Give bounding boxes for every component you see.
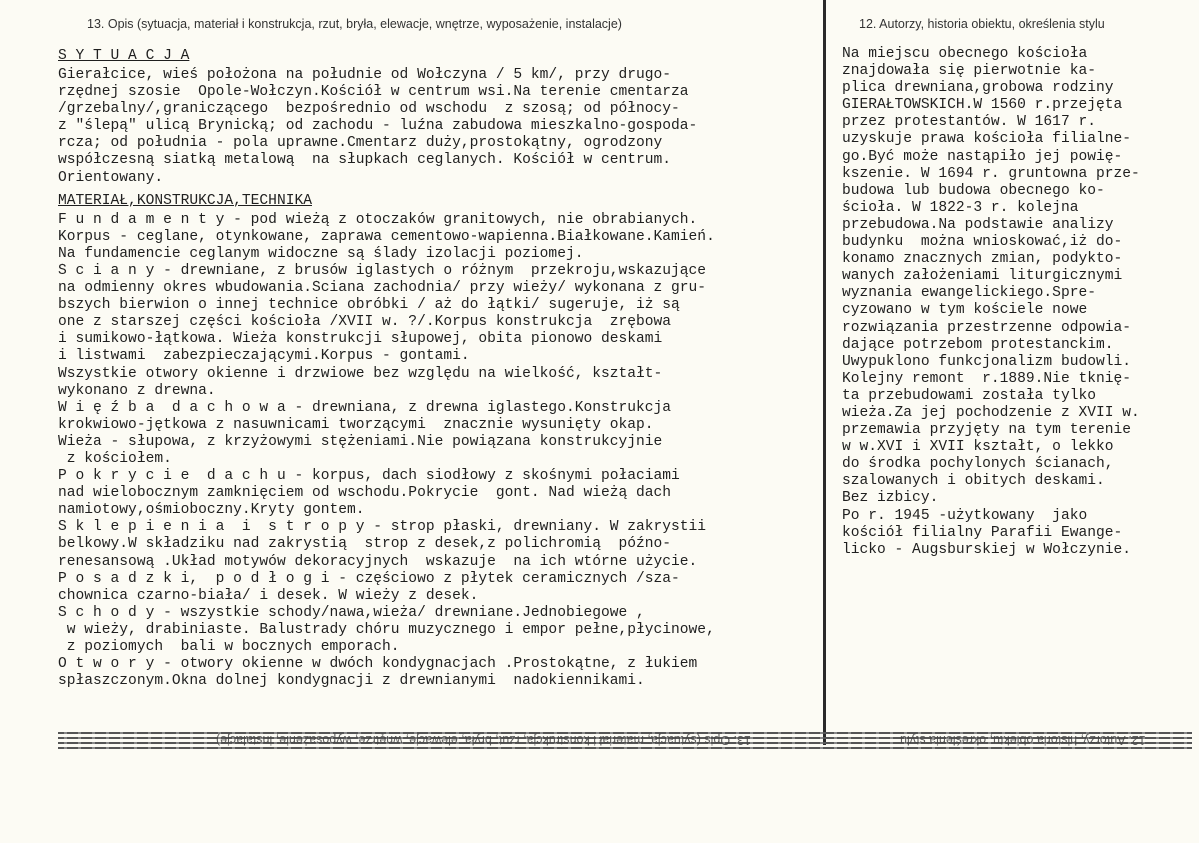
text-line: Bez izbicy. [842, 490, 939, 507]
text-line: S k l e p i e n i a i s t r o p y - strop płaski, drewniany. W zakrystii [58, 519, 707, 536]
material-text [58, 212, 818, 691]
situation-heading: S Y T U A C J A [58, 48, 190, 64]
text-line: ta przebudowami została tylko [842, 387, 1096, 404]
text-line: i sumikowo-łątkowa. Wieża konstrukcji słupowej, obita pionowo deskami [58, 331, 663, 348]
text-line: W i ę ź b a d a c h o w a - drewniana, z drewna iglastego.Konstrukcja [58, 399, 672, 416]
text-line: rozwiązania przestrzenne odpowia- [842, 319, 1132, 336]
text-line: na odmienny okres wbudowania.Ściana zachodnia/ przy wieży/ wykonana z gru- [58, 280, 707, 297]
text-line: Ś c i a n y - drewniane, z brusów iglastych o różnym przekroju,wskazujące [58, 262, 707, 279]
text-line: one z starszej części kościoła /XVII w. ?/.Korpus konstrukcja zrębowa [58, 314, 672, 331]
text-line: plica drewniana,grobowa rodziny [842, 80, 1114, 97]
history-text [842, 46, 1192, 559]
text-line: nad wielobocznym zamknięciem od wschodu.Pokrycie gont. Nad wieżą dach [58, 485, 672, 502]
text-line: Kolejny remont r.1889.Nie tknię- [842, 370, 1132, 387]
text-line: spłaszczonym.Okna dolnej kondygnacji z drewnianymi nadokiennikami. [58, 673, 645, 690]
text-line: z kościołem. [58, 450, 172, 467]
text-line: wanych założeniami liturgicznymi [842, 268, 1123, 285]
text-line: F u n d a m e n t y - pod wieżą z otoczaków granitowych, nie obrabianych. [58, 211, 698, 228]
text-line: uzyskuje prawa kościoła filialne- [842, 131, 1132, 148]
text-line: Wszystkie otwory okienne i drzwiowe bez względu na wielkość, kształt- [58, 365, 663, 382]
text-line: budowa lub budowa obecnego ko- [842, 182, 1105, 199]
text-line: renesansową .Układ motywów dekoracyjnych wskazuje na ich wtórne użycie. [58, 553, 698, 570]
text-line: przemawia przyjęty na tym terenie [842, 422, 1132, 439]
text-line: chownica czarno-biała/ i desek. W wieży z desek. [58, 587, 479, 604]
text-line: O t w o r y - otwory okienne w dwóch kondygnacjach .Prostokątne, z łukiem [58, 656, 698, 673]
text-line: cyzowano w tym kościele nowe [842, 302, 1088, 319]
text-line: GIERAŁTOWSKICH.W 1560 r.przejęta [842, 97, 1123, 114]
text-line: rcza; od południa - pola uprawne.Cmentarz duży,prostokątny, ogrodzony [58, 135, 663, 152]
section-13-header: 13. Opis (sytuacja, materiał i konstrukcja, rzut, bryła, elewacje, wnętrze, wyposażenie, instalacje) [87, 17, 622, 31]
text-line: wykonano z drewna. [58, 382, 216, 399]
text-line: namiotowy,ośmioboczny.Kryty gontem. [58, 502, 365, 519]
text-line: S c h o d y - wszystkie schody/nawa,wieża/ drewniane.Jednobiegowe , [58, 604, 645, 621]
column-divider [823, 0, 826, 745]
text-line: przebudowa.Na podstawie analizy [842, 216, 1114, 233]
text-line: i listwami zabezpieczającymi.Korpus - gontami. [58, 348, 470, 365]
text-line: w w.XVI i XVII kształt, o lekko [842, 439, 1114, 456]
text-line: licko - Augsburskiej w Wołczynie. [842, 541, 1132, 558]
text-line: Gierałcice, wieś położona na południe od Wołczyna / 5 km/, przy drugo- [58, 67, 672, 83]
text-line: P o s a d z k i, p o d ł o g i - częściowo z płytek ceramicznych /sza- [58, 570, 680, 587]
section-12-header: 12. Autorzy, historia obiektu, określenia stylu [859, 17, 1105, 31]
text-line: Korpus - ceglane, otynkowane, zaprawa cementowo-wapienna.Białkowane.Kamień. [58, 228, 715, 245]
text-line: przez protestantów. W 1617 r. [842, 114, 1096, 131]
text-line: do środka pochylonych ścianach, [842, 456, 1114, 473]
text-line: wyznania ewangelickiego.Spre- [842, 285, 1096, 302]
text-line: dające potrzebom protestanckim. [842, 336, 1114, 353]
text-line: Na fundamencie ceglanym widoczne są ślady izolacji poziomej. [58, 245, 584, 262]
text-line: krokwiowo-jętkowa z nasuwnicami tworzącymi znacznie wysunięty okap. [58, 416, 654, 433]
text-line: z poziomych bali w bocznych emporach. [58, 639, 400, 655]
text-line: konamo znacznych zmian, podykto- [842, 251, 1123, 268]
text-line: w wieży, drabiniaste. Balustrady chóru muzycznego i empor pełne,płycinowe, [58, 621, 715, 638]
situation-text [58, 67, 818, 187]
footer-strip [58, 729, 1192, 755]
text-line: współczesną siatką metalową na słupkach ceglanych. Kościół w centrum. [58, 152, 672, 169]
history-column [842, 46, 1192, 559]
text-line: P o k r y c i e d a c h u - korpus, dach siodłowy z skośnymi połaciami [58, 468, 680, 485]
text-line: kościół filialny Parafii Ewange- [842, 524, 1123, 541]
material-heading: MATERIAŁ,KONSTRUKCJA,TECHNIKA [58, 192, 312, 209]
wavy-rule [58, 747, 1192, 749]
description-column [58, 46, 818, 690]
text-line: znajdowała się pierwotnie ka- [842, 63, 1096, 80]
text-line: rzędnej szosie Opole-Wołczyn.Kościół w centrum wsi.Na terenie cmentarza [58, 84, 689, 101]
text-line: szalowanych i obitych deskami. [842, 473, 1105, 490]
text-line: Wieża - słupowa, z krzyżowymi stężeniami.Nie powiązana konstrukcyjnie [58, 433, 663, 450]
mirrored-header-left: 13. Opis (sytuacja, materiał i konstrukcja, rzut, bryła, elewacje, wnętrze, wyposażenie, instalacje) [216, 733, 751, 747]
text-line: go.Być może nastąpiło jej powię- [842, 148, 1123, 165]
mirrored-header-right: 12. Autorzy, historia obiektu, określenia stylu [900, 733, 1146, 747]
text-line: Po r. 1945 -użytkowany jako [842, 507, 1088, 524]
text-line: belkowy.W składziku nad zakrystią strop z desek,z polichromią późno- [58, 536, 672, 553]
text-line: z "ślepą" ulicą Brynicką; od zachodu - luźna zabudowa mieszkalno-gospoda- [58, 118, 698, 135]
text-line: wieża.Za jej pochodzenie z XVII w. [842, 404, 1140, 421]
text-line: Orientowany. [58, 169, 164, 186]
text-line: budynku można wnioskować,iż do- [842, 234, 1123, 251]
text-line: /grzebalny/,graniczącego bezpośrednio od wschodu z szosą; od północy- [58, 101, 680, 118]
text-line: Uwypuklono funkcjonalizm budowli. [842, 353, 1132, 370]
text-line: kszenie. W 1694 r. gruntowna prze- [842, 165, 1140, 182]
text-line: ścioła. W 1822-3 r. kolejna [842, 199, 1079, 216]
text-line: Na miejscu obecnego kościoła [842, 46, 1088, 62]
text-line: bszych bierwion o innej technice obróbki / aż do łątki/ sugeruje, iż są [58, 297, 680, 314]
